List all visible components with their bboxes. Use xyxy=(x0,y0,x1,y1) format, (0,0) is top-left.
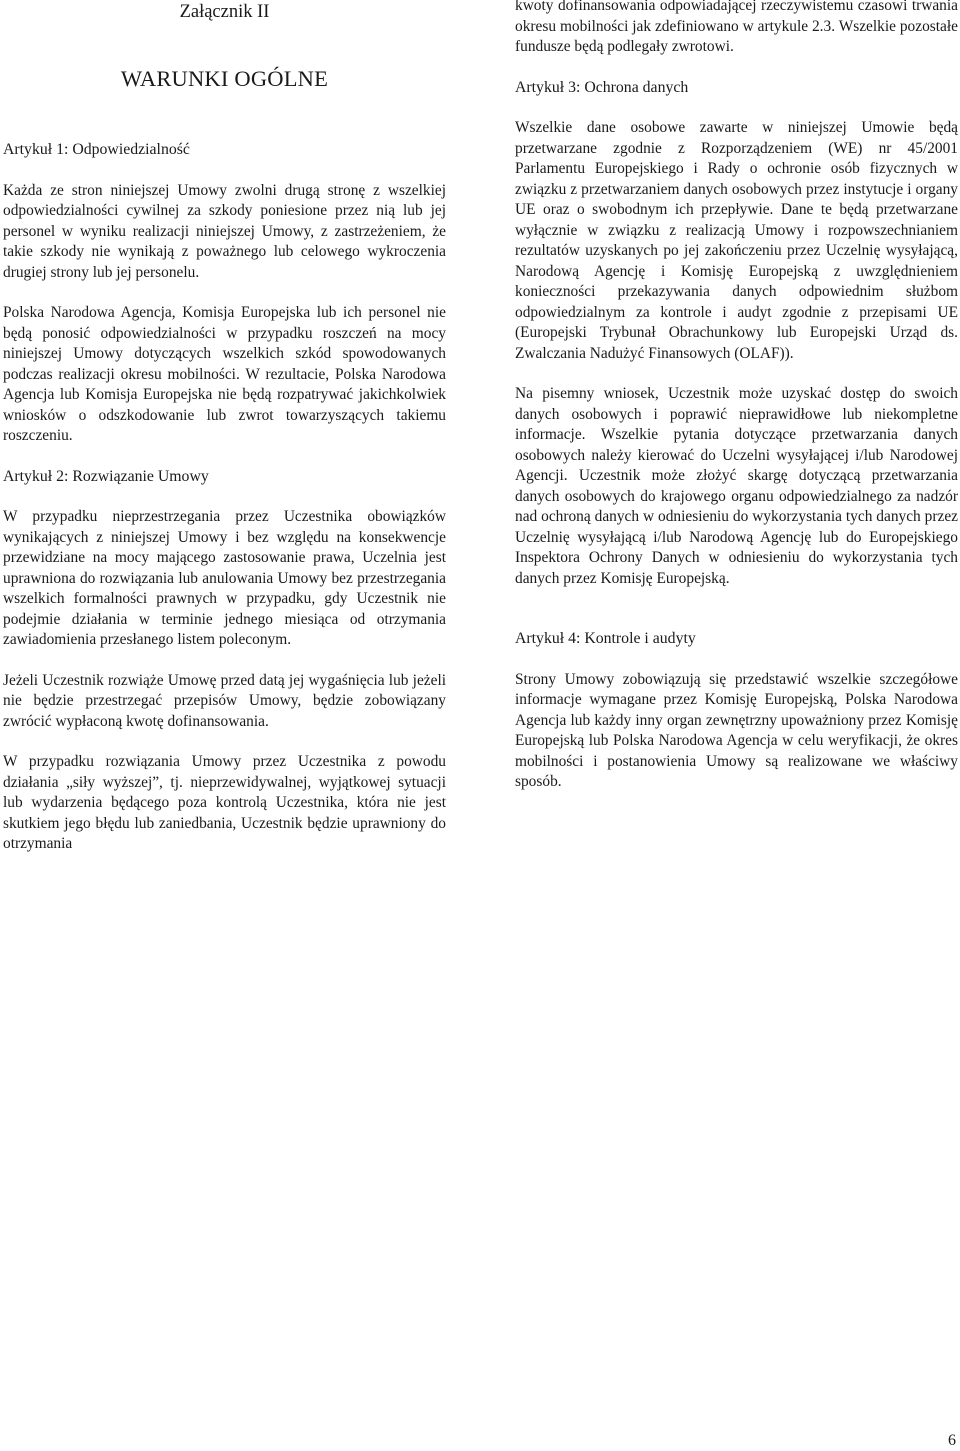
page-number: 6 xyxy=(948,1432,956,1449)
annex-title: Załącznik II xyxy=(179,2,270,22)
article-4-heading: Artykuł 4: Kontrole i audyty xyxy=(515,630,696,647)
article-3-heading: Artykuł 3: Ochrona danych xyxy=(515,78,689,96)
document-title: WARUNKI OGÓLNE xyxy=(120,65,329,91)
article-2-continuation: kwoty dofinansowania odpowiadającej rzeczywistemu czasowi trwania okresu mobilności jak zdefiniowano w artykule 2.3. Wszelkie pozostałe fundusze będą podlegały zwrotowi. xyxy=(515,0,958,55)
right-column xyxy=(515,0,958,793)
article-1-heading: Artykuł 1: Odpowiedzialność xyxy=(3,141,190,158)
article-2-paragraph-1: W przypadku nieprzestrzegania przez Uczestnika obowiązków wynikających z niniejszej Umowy i bez względu na konsekwencje przewidziane na mocy mającego zastosowanie prawa, Uczelnia jest uprawniona do rozwiązania lub anulowania Umowy bez przestrzegania wszelkich formalności prawnych w przypadku, gdy Uczestnik nie podejmie działania w terminie jednego miesiąca od otrzymania zawiadomienia przesłanego listem poleconym. xyxy=(3,508,446,648)
article-3-paragraph-1: Wszelkie dane osobowe zawarte w niniejszej Umowie będą przetwarzane zgodnie z Rozporządzeniem (WE) nr 45/2001 Parlamentu Europejskiego i Rady o ochronie osób fizycznych w związku z przetwarzaniem danych osobowych przez instytucje i organy UE oraz o swobodnym ich przepływie. Dane te będą przetwarzane wyłącznie w związku z realizacją Umowy i rozpowszechnianiem rezultatów uzyskanych po jej zakończeniu przez Uczelnię wysyłającą, Narodową Agencję i Komisję Europejską z uwzględnieniem konieczności przekazywania danych odpowiednim służbom odpowiedzialnym za kontrole i audyt zgodnie z przepisami UE (Europejski Trybunał Obrachunkowy lub Europejski Urząd ds. Zwalczania Nadużyć Finansowych (OLAF)). xyxy=(515,119,958,362)
article-1-paragraph-2: Polska Narodowa Agencja, Komisja Europejska lub ich personel nie będą ponosić odpowiedzialności w przypadku roszczeń na mocy niniejszej Umowy dotyczących wszelkich szkód spowodowanych podczas realizacji okresu mobilności. W rezultacie, Polska Narodowa Agencja lub Komisja Europejska nie będą rozpatrywać jakichkolwiek wniosków o odszkodowanie lub zwrot towarzyszących takiemu roszczeniu. xyxy=(3,304,446,444)
article-2-paragraph-2: Jeżeli Uczestnik rozwiąże Umowę przed datą jej wygaśnięcia lub jeżeli nie będzie przestrzegać przepisów Umowy, będzie zobowiązany zwrócić wypłaconą kwotę dofinansowania. xyxy=(3,671,446,730)
article-2-paragraph-3: W przypadku rozwiązania Umowy przez Uczestnika z powodu działania „siły wyższej”, tj. nieprzewidywalnej, wyjątkowej sytuacji lub wydarzenia będącego poza kontrolą Uczestnika, która nie jest skutkiem jego błędu lub zaniedbania, Uczestnik będzie uprawniony do otrzymania xyxy=(3,753,446,852)
left-column xyxy=(3,0,446,855)
article-4-paragraph-1: Strony Umowy zobowiązują się przedstawić wszelkie szczegółowe informacje wymagane przez Komisję Europejską, Polska Narodowa Agencja lub każdy inny organ zewnętrzny upoważniony przez Komisję Europejską lub Polska Narodowa Agencja w celu weryfikacji, że okres mobilności i postanowienia Umowy są realizowane we właściwy sposób. xyxy=(515,670,958,790)
article-1-paragraph-1: Każda ze stron niniejszej Umowy zwolni drugą stronę z wszelkiej odpowiedzialności cywilnej za szkody poniesione przez nią lub jej personel w wyniku realizacji niniejszej Umowy, z zastrzeżeniem, że takie szkody nie wynikają z poważnego lub celowego wykroczenia drugiej strony lub jej personelu. xyxy=(3,181,446,281)
article-2-heading: Artykuł 2: Rozwiązanie Umowy xyxy=(3,467,209,485)
article-3-paragraph-2: Na pisemny wniosek, Uczestnik może uzyskać dostęp do swoich danych osobowych i poprawić nieprawidłowe lub niekompletne informacje. Wszelkie pytania dotyczące przetwarzania danych osobowych należy kierować do Uczelni wysyłającej i/lub Narodowej Agencji. Uczestnik może złożyć skargę dotyczącą przetwarzania danych osobowych do krajowego organu odpowiedzialnego za nadzór nad ochroną danych w odniesieniu do wykorzystania tych danych przez Uczelnię wysyłającą i/lub Narodową Agencję lub do Europejskiego Inspektora Ochrony Danych w odniesieniu do wykorzystania tych danych przez Komisję Europejską. xyxy=(515,385,958,587)
